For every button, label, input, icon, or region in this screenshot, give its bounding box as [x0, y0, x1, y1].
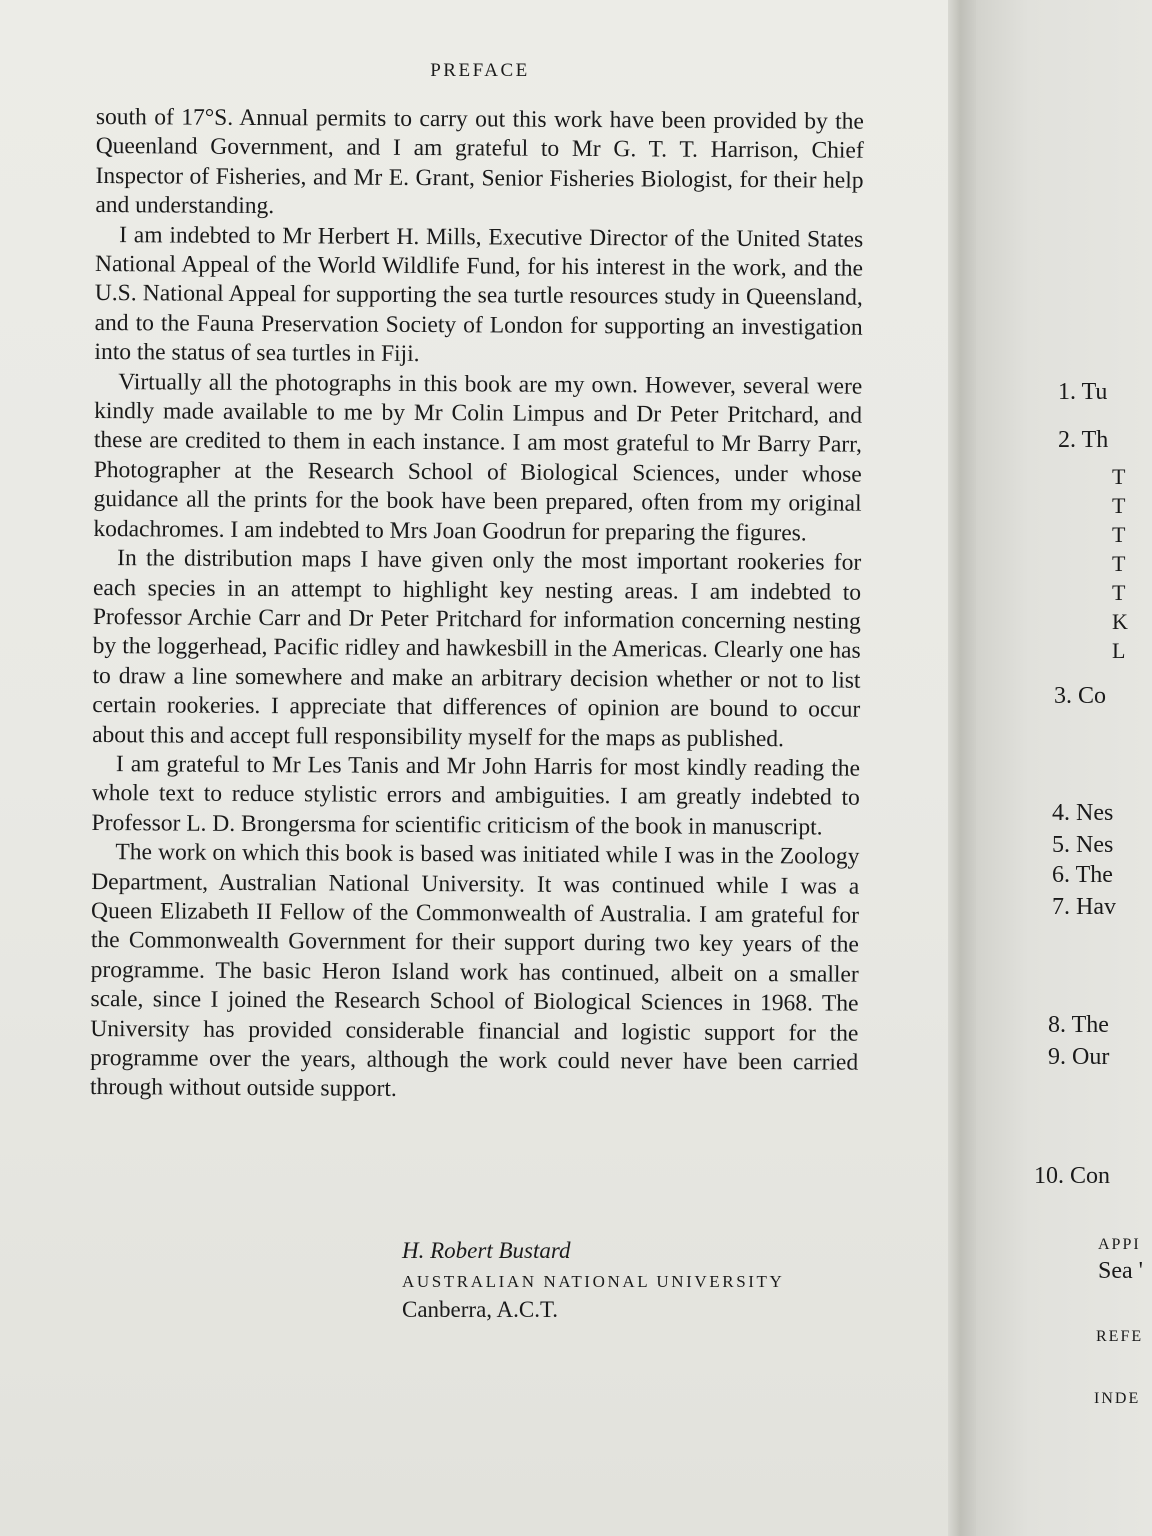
toc-subentry: K [1112, 609, 1128, 634]
toc-entry: 1. Tu [1058, 379, 1108, 405]
book-gutter [948, 0, 976, 1536]
toc-entry: 7. Hav [1052, 894, 1116, 920]
paragraph: I am grateful to Mr Les Tanis and Mr John Harris for most kindly reading the whole text to reduce stylistic errors and ambiguities. I am greatly indebted to Professor L. D. Brongersma for scientific criticism of the book in manuscript. [91, 751, 861, 841]
running-head: PREFACE [430, 60, 530, 81]
toc-subentry: T [1112, 551, 1126, 576]
signature-block [402, 1236, 784, 1324]
toc-entry: 2. Th [1058, 427, 1109, 453]
author-institution: AUSTRALIAN NATIONAL UNIVERSITY [402, 1272, 785, 1291]
toc-entry: 9. Our [1048, 1044, 1110, 1070]
toc-entry: 8. The [1048, 1012, 1109, 1038]
paragraph: In the distribution maps I have given only the most important rookeries for each species in an attempt to highlight key nesting areas. I am indebted to Professor Archie Carr and Dr Peter Pritchard for information concerning nesting by the loggerhead, Pacific ridley and hawkesbill in the Americas. Clearly one has to draw a line somewhere and make an arbitrary decision whether or not to list certain rookeries. I appreciate that differences of opinion are bound to occur about this and accept full responsibility myself for the maps as published. [92, 545, 862, 752]
toc-subentry: T [1112, 522, 1126, 547]
paragraph: south of 17°S. Annual permits to carry out this work have been provided by the Queenland Government, and I am grateful to Mr G. T. T. Harrison, Chief Inspector of Fisheries, and Mr E. Grant, Senior Fisheries Biologist, for their help and understanding. [95, 103, 864, 220]
appendix-item: Sea ' [1098, 1258, 1143, 1284]
toc-subentry: T [1112, 580, 1126, 605]
preface-body [90, 103, 864, 1107]
toc-entry: 4. Nes [1052, 800, 1114, 826]
toc-entry: 6. The [1052, 862, 1113, 888]
paragraph: Virtually all the photographs in this book are my own. However, several were kindly made available to me by Mr Colin Limpus and Dr Peter Pritchard, and these are credited to them in each instance. I am most grateful to Mr Barry Parr, Photographer at the Research School of Biological Sciences, under whose guidance all the prints for the book have been prepared, often from my original kodachromes. I am indebted to Mrs Joan Goodrun for preparing the figures. [93, 368, 863, 547]
toc-entry: 3. Co [1054, 683, 1107, 709]
toc-entry: 10. Con [1034, 1163, 1111, 1189]
toc-subentry: T [1112, 464, 1126, 489]
right-page-contents [976, 0, 1152, 1536]
toc-subentry: L [1112, 638, 1126, 663]
appendix-heading: APPI [1098, 1236, 1141, 1253]
author-city: Canberra, A.C.T. [402, 1297, 559, 1322]
toc-subentry: T [1112, 493, 1126, 518]
references-heading: REFE [1096, 1328, 1144, 1345]
paragraph: I am indebted to Mr Herbert H. Mills, Executive Director of the United States National Appeal of the World Wildlife Fund, for his interest in the work, and the U.S. National Appeal for supporting the sea turtle resources study in Queensland, and to the Fauna Preservation Society of London for supporting an investigation into the status of sea turtles in Fiji. [94, 221, 864, 368]
index-heading: INDE [1094, 1390, 1141, 1407]
paragraph: The work on which this book is based was initiated while I was in the Zoology Department, Australian National University. It was continued while I was a Queen Elizabeth II Fellow of the Commonwealth of Australia. I am grateful for the Commonwealth Government for their support during two key years of the programme. The basic Heron Island work has continued, albeit on a smaller scale, since I joined the Research School of Biological Sciences in 1968. The University has provided considerable financial and logistic support for the programme over the years, although the work could never have been carried through without outside support. [89, 839, 860, 1103]
author-name: H. Robert Bustard [402, 1238, 571, 1263]
toc-entry: 5. Nes [1052, 832, 1114, 858]
